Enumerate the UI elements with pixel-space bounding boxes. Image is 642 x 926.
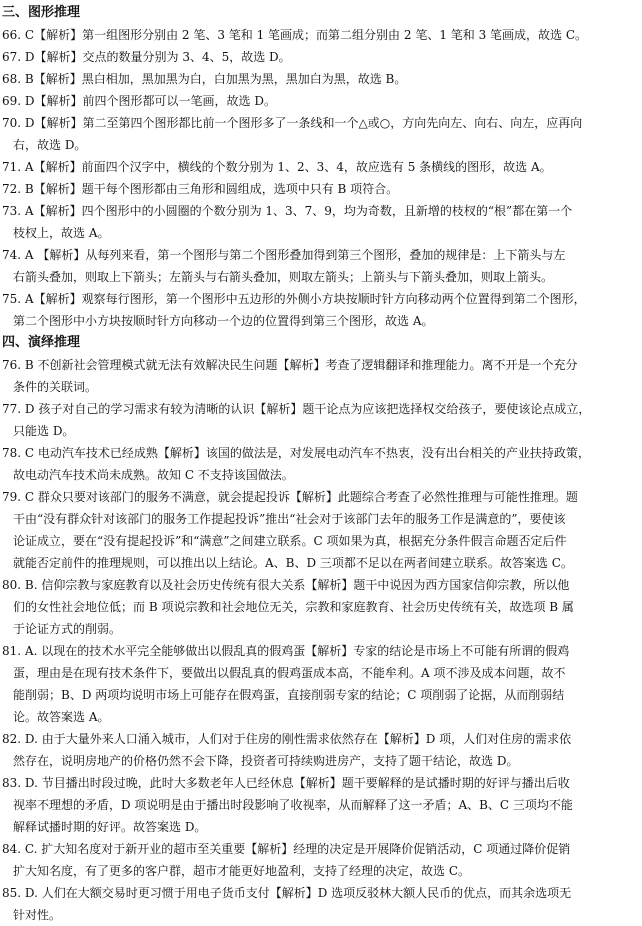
answer-entry — [2, 112, 638, 156]
entry-continuation-line: 条件的关联词。 — [13, 380, 98, 394]
entry-continuation-line: 论。故答案选 A。 — [13, 710, 110, 724]
entry-first-line: 79. C 群众只要对该部门的服务不满意，就会提起投诉【解析】此题综合考查了必然性推理与可能性推理。题 — [2, 490, 578, 504]
answer-entry — [2, 574, 638, 640]
entry-first-line: 70. D【解析】第二至第四个图形都比前一个图形多了一条线和一个△或○，方向先向左、向右、向左，应再向 — [2, 116, 583, 130]
entry-continuation-line: 然存在，说明房地产的价格仍然不会下降，投资者可持续购进房产，支持了题干结论，故选 D。 — [13, 754, 519, 768]
entry-continuation-line: 针对性。 — [13, 908, 62, 922]
entry-first-line: 84. C. 扩大知名度对于新开业的超市至关重要【解析】经理的决定是开展降价促销活动，C 项通过降价促销 — [2, 842, 571, 856]
entry-first-line: 72. B【解析】题干每个图形都由三角形和圆组成，选项中只有 B 项符合。 — [2, 182, 399, 196]
entry-continuation-line: 就能否定前件的推理规则，可以推出以上结论。A、B、D 三项都不足以在两者间建立联系。故答案选 C。 — [13, 556, 573, 570]
entry-first-line: 81. A. 以现在的技术水平完全能够做出以假乱真的假鸡蛋【解析】专家的结论是市场上不可能有所谓的假鸡 — [2, 644, 570, 658]
entry-first-line: 85. D. 人们在大额交易时更习惯于用电子货币支付【解析】D 选项反驳林大额人民币的优点，而其余选项无 — [2, 886, 572, 900]
entry-first-line: 78. C 电动汽车技术已经成熟【解析】该国的做法是，对发展电动汽车不热衷，没有出台相关的产业扶持政策， — [2, 446, 590, 460]
answer-entry — [2, 442, 638, 486]
answer-entry — [2, 728, 638, 772]
answer-entry — [2, 486, 638, 574]
entry-first-line: 74. A 【解析】从每列来看，第一个图形与第二个图形叠加得到第三个图形，叠加的规律是：上下箭头与左 — [2, 248, 566, 262]
answer-entry — [2, 288, 638, 332]
entry-first-line: 83. D. 节目播出时段过晚，此时大多数老年人已经休息【解析】题干要解释的是试播时期的好评与播出后收 — [2, 776, 570, 790]
answer-entry — [2, 398, 638, 442]
entry-continuation-line: 蛋，理由是在现有技术条件下，要做出以假乱真的假鸡蛋成本高，不能牟利。A 项不涉及成本问题，故不 — [13, 666, 566, 680]
section-title: 三、图形推理 — [2, 5, 81, 20]
entry-first-line: 76. B 不创新社会管理模式就无法有效解决民生问题【解析】考查了逻辑翻译和推理能力。离不开是一个充分 — [2, 358, 578, 372]
answer-entry — [2, 46, 638, 68]
entry-first-line: 77. D 孩子对自己的学习需求有较为清晰的认识【解析】题干论点为应该把选择权交给孩子，要使该论点成立， — [2, 402, 591, 416]
entry-first-line: 66. C【解析】第一组图形分别由 2 笔、3 笔和 1 笔画成；而第二组分别由 2 笔、1 笔和 3 笔画成，故选 C。 — [2, 28, 588, 42]
answer-entry — [2, 68, 638, 90]
entry-first-line: 82. D. 由于大量外来人口涌入城市，人们对于住房的刚性需求依然存在【解析】D 项，人们对住房的需求依 — [2, 732, 572, 746]
entry-first-line: 71. A【解析】前面四个汉字中，横线的个数分别为 1、2、3、4，故应选有 5 条横线的图形，故选 A。 — [2, 160, 552, 174]
entry-continuation-line: 右，故选 D。 — [13, 138, 87, 152]
entry-continuation-line: 只能选 D。 — [13, 424, 75, 438]
entry-continuation-line: 第二个图形中小方块按顺时针方向移动一个边的位置得到第三个图形，故选 A。 — [13, 314, 434, 328]
entry-first-line: 68. B【解析】黑白相加，黑加黑为白，白加黑为黑，黑加白为黑，故选 B。 — [2, 72, 407, 86]
entry-continuation-line: 于论证方式的削弱。 — [13, 622, 122, 636]
answer-entry — [2, 772, 638, 838]
entry-continuation-line: 解释试播时期的好评。故答案选 D。 — [13, 820, 207, 834]
entry-first-line: 73. A【解析】四个图形中的小圆圈的个数分别为 1、3、7、9，均为奇数，且新增的枝杈的“根”都在第一个 — [2, 204, 573, 218]
entry-first-line: 67. D【解析】交点的数量分别为 3、4、5，故选 D。 — [2, 50, 291, 64]
entry-continuation-line: 视率不理想的矛盾，D 项说明是由于播出时段影响了收视率，从而解释了这一矛盾；A、B、C 三项均不能 — [13, 798, 573, 812]
entry-continuation-line: 们的女性社会地位低；而 B 项说宗教和社会地位无关，宗教和家庭教育、社会历史传统有关，故选项 B 属 — [13, 600, 574, 614]
answer-entry — [2, 90, 638, 112]
answer-entry — [2, 354, 638, 398]
answer-entry — [2, 178, 638, 200]
answer-entry — [2, 244, 638, 288]
answer-entry — [2, 24, 638, 46]
answer-entry — [2, 200, 638, 244]
entry-continuation-line: 能削弱；B、D 两项均说明市场上可能存在假鸡蛋，直接削弱专家的结论；C 项削弱了论据，从而削弱结 — [13, 688, 565, 702]
entry-continuation-line: 故电动汽车技术尚未成熟。故知 C 不支持该国做法。 — [13, 468, 294, 482]
entry-continuation-line: 右箭头叠加，则取上下箭头；左箭头与右箭头叠加，则取左箭头；上箭头与下箭头叠加，则取上箭头。 — [13, 270, 554, 284]
section-title: 四、演绎推理 — [2, 335, 81, 350]
entry-continuation-line: 干由“没有群众针对该部门的服务工作提起投诉”推出“社会对于该部门去年的服务工作是满意的”，要使该 — [13, 512, 566, 526]
entry-first-line: 69. D【解析】前四个图形都可以一笔画，故选 D。 — [2, 94, 276, 108]
entry-continuation-line: 论证成立，要在“没有提起投诉”和“满意”之间建立联系。C 项如果为真，根据充分条件假言命题否定后件 — [13, 534, 567, 548]
answer-entry — [2, 640, 638, 728]
answer-entry — [2, 838, 638, 882]
answer-entry — [2, 882, 638, 926]
entry-continuation-line: 扩大知名度，有了更多的客户群，超市才能更好地盈利，支持了经理的决定，故选 C。 — [13, 864, 470, 878]
answer-entry — [2, 156, 638, 178]
entry-first-line: 80. B. 信仰宗教与家庭教育以及社会历史传统有很大关系【解析】题干中说因为西方国家信仰宗教，所以他 — [2, 578, 570, 592]
entry-first-line: 75. A【解析】观察每行图形，第一个图形中五边形的外侧小方块按顺时针方向移动两个位置得到第二个图形， — [2, 292, 586, 306]
entry-continuation-line: 枝杈上，故选 A。 — [13, 226, 110, 240]
